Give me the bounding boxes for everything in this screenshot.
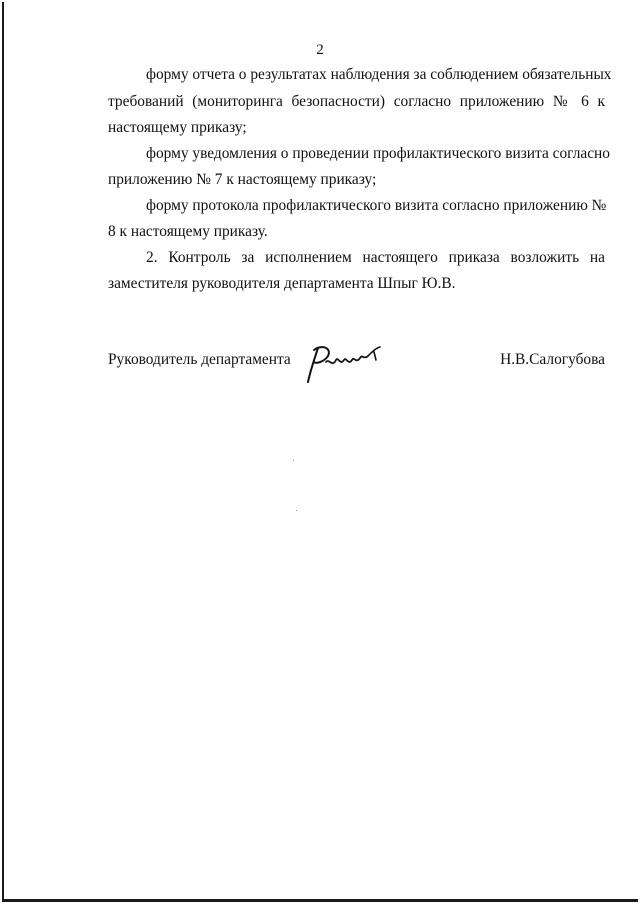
- scan-border-left: [2, 2, 4, 900]
- signatory-name: Н.В.Салогубова: [500, 351, 605, 368]
- scan-speck: [296, 510, 297, 511]
- paragraph-4-line-1: 2. Контроль за исполнением настоящего приказа возложить на: [146, 249, 605, 266]
- paragraph-1-line-3: настоящему приказу;: [108, 119, 247, 136]
- paragraph-1-line-1: форму отчета о результатах наблюдения за соблюдением обязательных: [146, 66, 612, 83]
- signature-block: [108, 342, 605, 402]
- paragraph-3-line-1: форму протокола профилактического визита согласно приложению №: [146, 197, 607, 214]
- handwritten-signature: [296, 342, 388, 386]
- position-title: Руководитель департамента: [108, 351, 291, 368]
- scan-border-bottom: [2, 899, 638, 902]
- page-number: 2: [316, 42, 324, 58]
- paragraph-2-line-2: приложению № 7 к настоящему приказу;: [108, 171, 377, 188]
- paragraph-2-line-1: форму уведомления о проведении профилактического визита согласно: [146, 145, 610, 162]
- paragraph-3-line-2: 8 к настоящему приказу.: [108, 223, 268, 240]
- paragraph-4-line-2: заместителя руководителя департамента Шпыг Ю.В.: [108, 275, 456, 292]
- paragraph-1-line-2: требований (мониторинга безопасности) согласно приложению № 6 к: [108, 93, 605, 110]
- scan-speck: [293, 460, 294, 461]
